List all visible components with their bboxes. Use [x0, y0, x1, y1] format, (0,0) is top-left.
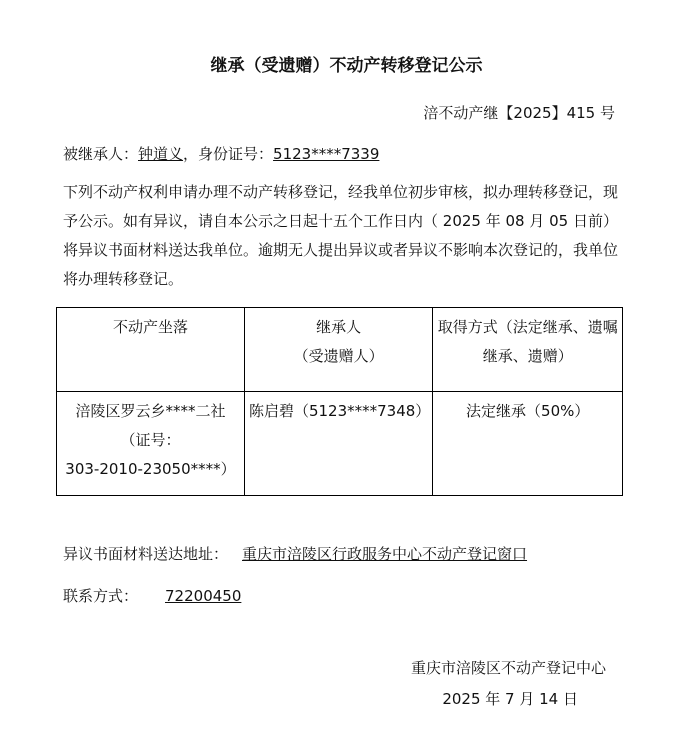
objection-address: 重庆市涪陵区行政服务中心不动产登记窗口 [242, 545, 528, 563]
location-line1: 涪陵区罗云乡****二社 [75, 402, 226, 420]
issue-date: 2025 年 7 月 14 日 [442, 690, 578, 708]
issuer-name: 重庆市涪陵区不动产登记中心 [410, 659, 606, 677]
table-row [57, 392, 623, 496]
notice-paragraph: 下列不动产权利申请办理不动产转移登记，经我单位初步审核，拟办理转移登记，现予公示。如有异议，请自本公示之日起十五个工作日内（ 2025 年 08 月 05 日前）将异议书面材料送达我单位。逾期无人提出异议或者异议不影响本次登记的，我单位将办理转移登记。 [63, 183, 619, 288]
location-line3: 303-2010-23050****） [65, 460, 236, 478]
header-heir-line1: 继承人 [316, 318, 362, 336]
cell-heir: 陈启碧（5123****7348） [244, 392, 432, 496]
cell-location [57, 392, 245, 496]
contact-line [63, 585, 241, 606]
decedent-line [63, 143, 379, 164]
document-number: 涪不动产继【2025】415 号 [423, 104, 615, 122]
location-line2: （证号： [120, 431, 181, 449]
header-method: 取得方式（法定继承、遗嘱继承、遗赠） [433, 308, 623, 392]
objection-label: 异议书面材料送达地址： [63, 545, 229, 563]
id-label: ，身份证号： [183, 145, 274, 163]
page-title: 继承（受遗赠）不动产转移登记公示 [210, 56, 483, 76]
cell-method: 法定继承（50%） [433, 392, 623, 496]
table-header-row [57, 308, 623, 392]
contact-label: 联系方式： [63, 587, 139, 605]
decedent-label: 被继承人： [63, 145, 139, 163]
decedent-id-number: 5123****7339 [273, 145, 380, 163]
property-table [56, 307, 623, 496]
contact-phone: 72200450 [165, 587, 242, 605]
header-location: 不动产坐落 [57, 308, 245, 392]
decedent-name: 钟道义 [138, 145, 184, 163]
header-heir [244, 308, 432, 392]
header-heir-line2: （受遗赠人） [293, 347, 384, 365]
objection-address-line [63, 543, 527, 564]
